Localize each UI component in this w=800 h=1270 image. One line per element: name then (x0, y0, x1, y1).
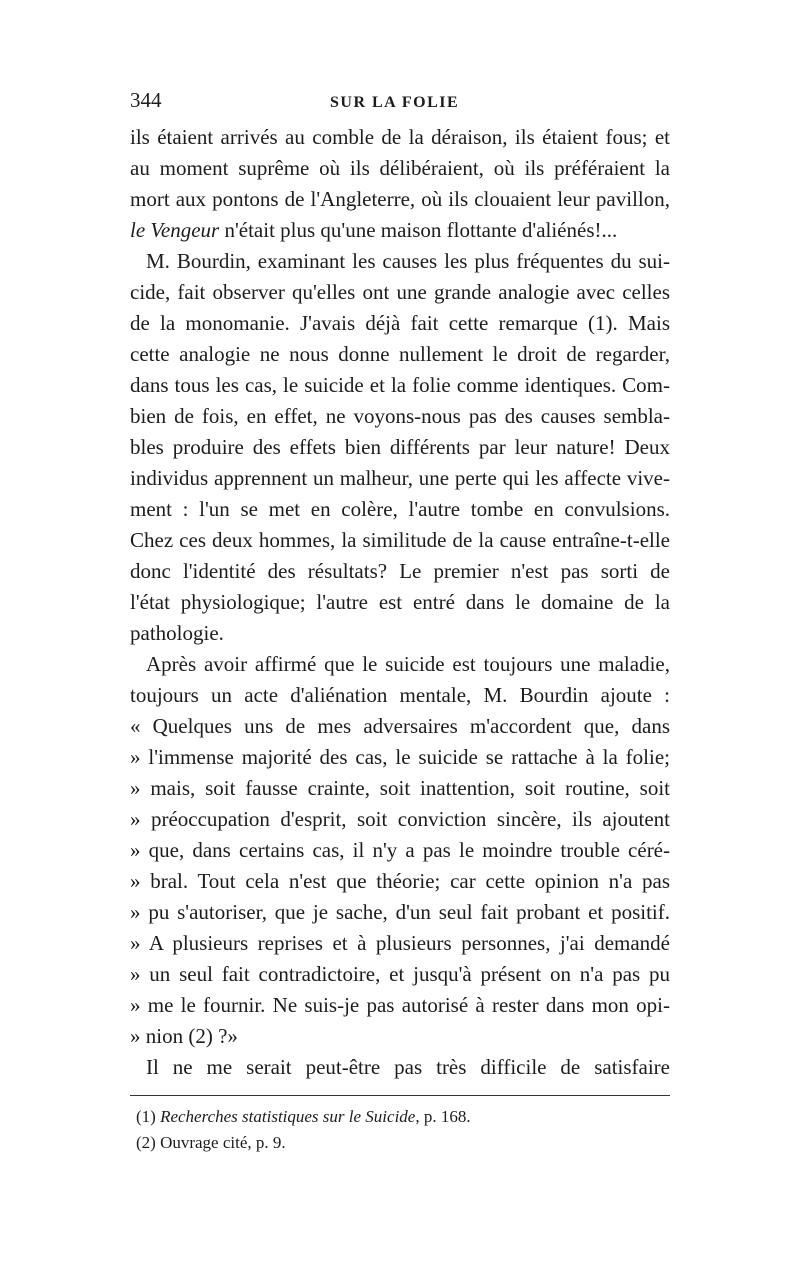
footnote-2: (2) Ouvrage cité, p. 9. (136, 1133, 286, 1152)
text-line: Chez ces deux hommes, la similitude de la cause entraîne-t-elle (130, 528, 670, 552)
text-line: l'état physiologique; l'autre est entré dans le domaine de la (130, 590, 670, 614)
quote-line: » bral. Tout cela n'est que théorie; car cette opinion n'a pas (130, 869, 670, 893)
text-line: M. Bourdin, examinant les causes les plus fréquentes du sui- (146, 249, 670, 273)
footnotes (130, 1104, 670, 1156)
footnote-rule (130, 1095, 670, 1096)
page-number: 344 (130, 88, 162, 112)
quote-line: » mais, soit fausse crainte, soit inattention, soit routine, soit (130, 776, 670, 800)
footnote-1-title: Recherches statistiques sur le Suicide (160, 1107, 416, 1126)
quote-line: « Quelques uns de mes adversaires m'accordent que, dans (130, 714, 670, 738)
book-page (130, 88, 670, 1156)
text-line: de la monomanie. J'avais déjà fait cette remarque (1). Mais (130, 311, 670, 335)
ship-name: le Vengeur (130, 218, 220, 242)
text-line: dans tous les cas, le suicide et la folie comme identiques. Com- (130, 373, 670, 397)
footnote-1: (1) Recherches statistiques sur le Suicide, p. 168. (136, 1107, 471, 1126)
quote-line: » un seul fait contradictoire, et jusqu'à présent on n'a pas pu (130, 962, 670, 986)
text-line: individus apprennent un malheur, une perte qui les affecte vive- (130, 466, 670, 490)
text-line: au moment suprême où ils délibéraient, où ils préféraient la (130, 156, 670, 180)
quote-line: » nion (2) ?» (130, 1024, 238, 1048)
quote-line: » pu s'autoriser, que je sache, d'un seul fait probant et positif. (130, 900, 670, 924)
text-line: pathologie. (130, 621, 224, 645)
quote-line: » préoccupation d'esprit, soit conviction sincère, ils ajoutent (130, 807, 670, 831)
quote-line: » l'immense majorité des cas, le suicide se rattache à la folie; (130, 745, 670, 769)
text-line: donc l'identité des résultats? Le premier n'est pas sorti de (130, 559, 670, 583)
text-line: toujours un acte d'aliénation mentale, M. Bourdin ajoute : (130, 683, 670, 707)
text-line: ment : l'un se met en colère, l'autre tombe en convulsions. (130, 497, 670, 521)
text-line: bien de fois, en effet, ne voyons-nous pas des causes sembla- (130, 404, 670, 428)
text-line: Après avoir affirmé que le suicide est toujours une maladie, (146, 652, 670, 676)
quote-line: » A plusieurs reprises et à plusieurs personnes, j'ai demandé (130, 931, 670, 955)
text-line: ils étaient arrivés au comble de la déraison, ils étaient fous; et (130, 125, 670, 149)
text-line: bles produire des effets bien différents par leur nature! Deux (130, 435, 670, 459)
body-text (130, 122, 670, 1083)
text-line: cette analogie ne nous donne nullement le droit de regarder, (130, 342, 670, 366)
text-line: mort aux pontons de l'Angleterre, où ils clouaient leur pavillon, (130, 187, 670, 211)
text-line: Il ne me serait peut-être pas très difficile de satisfaire (146, 1055, 670, 1079)
text-line: cide, fait observer qu'elles ont une grande analogie avec celles (130, 280, 670, 304)
running-title: SUR LA FOLIE (330, 94, 460, 111)
quote-line: » me le fournir. Ne suis-je pas autorisé à rester dans mon opi- (130, 993, 670, 1017)
quote-line: » que, dans certains cas, il n'y a pas le moindre trouble céré- (130, 838, 670, 862)
text-line: le Vengeur n'était plus qu'une maison flottante d'aliénés!... (130, 218, 618, 242)
page-header (130, 88, 670, 120)
